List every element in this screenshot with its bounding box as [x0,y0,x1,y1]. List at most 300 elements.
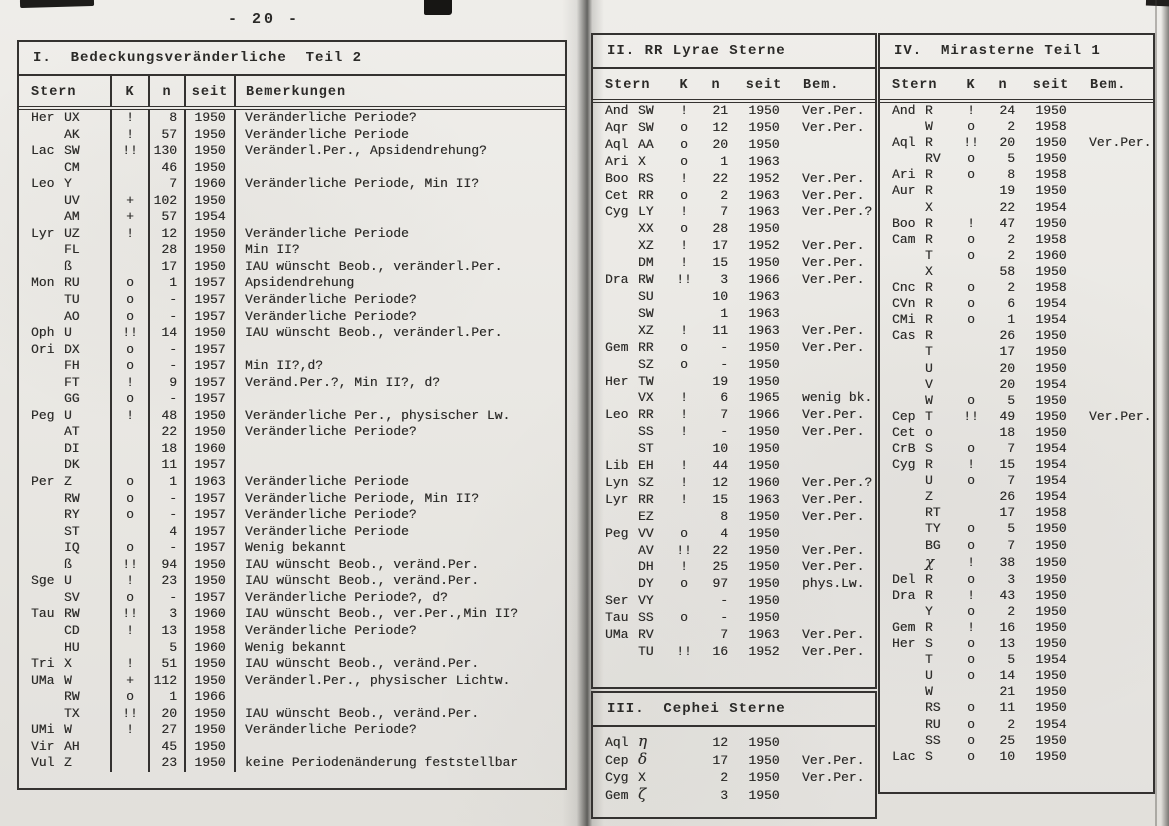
cell-bemerkung [1080,733,1153,749]
cell-seit: 1957 [185,342,235,359]
cell-seit: 1954 [1035,652,1067,668]
cell-seit: 1954 [1035,199,1067,215]
cell-seit: 1960 [1035,247,1067,263]
cell-bemerkung [1080,377,1153,393]
cell-bemerkung [1080,538,1153,554]
cell-seit: 1950 [185,673,235,690]
cell-seit: 1950 [1035,103,1067,118]
cell-n: 17 [149,259,185,276]
constellation-label: Cyg [605,770,629,785]
cell-n: 19 [999,183,1015,199]
table-title: II. RR Lyrae Sterne [593,35,875,69]
cell-n: 8 [1007,167,1015,183]
cell-bemerkung: Apsidendrehung [235,275,565,292]
cell-bemerkung [1080,652,1153,668]
cell-stern [19,623,111,640]
cell-n: 2 [1007,280,1015,296]
cell-n: 12 [712,119,728,135]
cell-n: 3 [720,787,728,803]
cell-k: ! [967,103,975,118]
star-designation: RR [638,491,654,507]
column-header-seit: seit [185,76,235,108]
cell-n: 2 [1007,247,1015,263]
cell-seit: 1950 [748,119,780,135]
cell-n: 7 [720,627,728,643]
table-row [880,167,1153,183]
cell-stern [593,492,671,509]
star-designation: TU [638,644,654,659]
cell-k: !! [676,542,692,558]
cell-k: o [111,275,149,292]
cell-n: 20 [999,360,1015,376]
cell-n: 10 [999,748,1015,764]
cell-bemerkung [1080,668,1153,684]
table-row [19,209,565,226]
constellation-label: Boo [892,215,916,231]
constellation-label: Per [31,474,55,490]
cell-bemerkung [793,137,875,154]
star-designation: RU [64,275,80,291]
cell-k: !! [111,706,149,723]
cell-k: o [967,748,975,764]
cell-bemerkung [1080,232,1153,248]
cell-bemerkung [1080,489,1153,505]
table-row [593,769,875,786]
table-row [593,543,875,560]
cell-n: 48 [149,408,185,425]
cell-stern [880,151,958,167]
cell-stern [593,357,671,374]
cell-stern [593,289,671,306]
cell-seit: 1950 [1035,603,1067,619]
cell-seit: 1950 [185,127,235,144]
cell-bemerkung [1080,700,1153,716]
cell-k: o [111,474,149,491]
cell-stern [19,540,111,557]
star-designation: DM [638,255,654,271]
table-row [593,272,875,289]
cell-n: 25 [712,559,728,575]
star-designation: DX [64,341,80,357]
table-row [880,554,1153,572]
cell-k [958,377,984,393]
cell-seit: 1950 [1035,183,1067,199]
star-designation: U [64,325,72,341]
cell-stern [19,689,111,706]
cell-seit: 1957 [185,590,235,607]
cell-stern [19,292,111,309]
cell-bemerkung: keine Periodenänderung feststellbar [235,755,565,772]
cell-bemerkung [1080,280,1153,296]
cell-k: o [680,525,688,541]
cell-k [958,489,984,505]
table-row [880,604,1153,620]
star-designation: δ [638,751,648,768]
cell-n: 11 [999,700,1015,716]
table-row [880,733,1153,749]
star-designation: U [64,573,72,589]
cell-seit: 1950 [1035,732,1067,748]
cell-bemerkung: Veränderliche Periode? [235,292,565,309]
constellation-label: Oph [31,325,55,341]
cell-n: - [720,593,728,609]
table-row [880,280,1153,296]
cell-stern [593,340,671,357]
table-row [593,238,875,255]
cell-stern [880,554,958,572]
star-designation: R [925,215,933,231]
table-row [19,160,565,177]
cell-bemerkung: Wenig bekannt [235,540,565,557]
cell-seit: 1957 [185,524,235,541]
cell-k [111,242,149,259]
cell-n: 4 [720,525,728,541]
star-designation: X [638,770,646,785]
cell-n: 97 [712,576,728,592]
cell-n: 15 [712,491,728,507]
constellation-label: Ari [605,153,629,169]
constellation-label: Tau [605,610,629,626]
column-header-bem: Bem. [1080,69,1153,101]
cell-n: 7 [1007,537,1015,553]
cell-bemerkung: Veränd.Per.?, Min II?, d? [235,375,565,392]
cell-stern [593,610,671,627]
cell-bemerkung [235,457,565,474]
table-title: I. Bedeckungsveränderliche Teil 2 [19,42,565,76]
cell-stern [593,120,671,137]
cell-seit: 1954 [1035,489,1067,505]
constellation-label: Her [605,373,629,389]
cell-bemerkung [1080,588,1153,604]
cell-bemerkung: Min II? [235,242,565,259]
cell-n: 46 [149,160,185,177]
table-row [593,786,875,804]
constellation-label: Cep [605,753,629,768]
star-designation: UV [64,192,80,208]
cell-k: o [967,440,975,456]
cell-n: 57 [149,127,185,144]
constellation-label: Tri [31,656,55,672]
cell-k: + [111,673,149,690]
cell-seit: 1950 [1035,328,1067,344]
star-designation: LY [638,204,654,220]
constellation-label: Peg [605,525,629,541]
cell-stern [19,507,111,524]
cell-bemerkung [1080,505,1153,521]
column-header-k: K [958,69,984,101]
constellation-label: Peg [31,407,55,423]
cell-bemerkung: IAU wünscht Beob., veränd.Per. [235,656,565,673]
cell-seit: 1963 [185,474,235,491]
cell-bemerkung [1080,393,1153,409]
cell-seit: 1954 [1035,376,1067,392]
cell-n: 3 [720,272,728,288]
table-row [19,540,565,557]
cell-stern [880,393,958,409]
cell-n: 1 [149,474,185,491]
cell-k: o [967,247,975,263]
cell-stern [880,620,958,636]
column-header-seit: seit [735,69,793,101]
cell-n: 5 [149,640,185,657]
cell-k: ! [967,457,975,473]
cell-bemerkung: Ver.Per. [802,187,865,203]
cell-stern [880,425,958,441]
cell-bemerkung: phys.Lw. [802,576,865,592]
cell-stern [19,408,111,425]
cell-k: ! [967,620,975,635]
cell-k: ! [967,587,975,603]
column-header-bemerkungen: Bemerkungen [235,76,565,108]
table-bedeckungsveraenderliche [17,40,567,790]
table-row [880,538,1153,554]
cell-bemerkung: Veränderliche Periode? [235,722,565,739]
star-designation: EZ [638,508,654,524]
cell-stern [593,733,671,751]
table-row [593,526,875,543]
cell-n: 23 [149,573,185,590]
cell-seit: 1950 [748,752,780,768]
table-row [593,204,875,221]
cell-k: o [680,119,688,135]
cell-bemerkung [235,193,565,210]
table-row [593,441,875,458]
star-designation: SS [638,610,654,626]
cell-k: o [967,151,975,167]
star-designation: DI [64,440,80,456]
cell-k: o [680,153,688,169]
table-row [880,717,1153,733]
column-header-k: K [671,69,697,101]
cell-k: ! [111,108,149,127]
star-designation: RV [638,627,654,643]
cell-n: 27 [149,722,185,739]
cell-stern [593,769,671,786]
cell-n: 7 [1007,473,1015,489]
cell-bemerkung [793,221,875,238]
cell-bemerkung: Ver.Per. [802,542,865,558]
cell-stern [880,183,958,199]
cell-k: o [680,610,688,626]
star-designation: Z [64,755,72,771]
constellation-label: Cyg [892,457,916,473]
star-designation: ß [64,258,72,274]
table-row [19,108,565,127]
star-designation: R [925,457,933,473]
cell-bemerkung [793,374,875,391]
cell-bemerkung: Ver.Per. [802,119,865,135]
cell-k [671,751,697,769]
cell-k: ! [680,491,688,507]
cell-n: 58 [999,263,1015,279]
star-designation: TY [925,521,941,537]
table-row [593,475,875,492]
cell-stern [880,216,958,232]
cell-seit: 1950 [1035,360,1067,376]
cell-k: o [967,392,975,408]
cell-stern [880,684,958,700]
cell-n: 38 [999,554,1015,570]
star-designation: CD [64,622,80,638]
cell-n: 14 [999,668,1015,684]
star-designation: η [638,733,647,750]
cell-seit: 1958 [1035,231,1067,247]
cell-k [958,183,984,199]
constellation-label: Aql [892,135,916,151]
star-designation: XZ [638,322,654,338]
cell-seit: 1963 [748,204,780,220]
constellation-label: Cam [892,231,916,247]
cell-stern [880,232,958,248]
table-row [593,357,875,374]
cell-stern [593,101,671,120]
cell-stern [593,390,671,407]
cell-k: !! [111,143,149,160]
table-row [880,101,1153,119]
constellation-label: Sge [31,573,55,589]
cell-seit: 1966 [185,689,235,706]
cell-stern [19,590,111,607]
cell-bemerkung: IAU wünscht Beob., veränd.Per. [235,573,565,590]
cell-k: o [111,491,149,508]
constellation-label: Cet [892,424,916,440]
table-row [19,242,565,259]
cell-stern [19,342,111,359]
cell-seit: 1950 [748,610,780,626]
cell-stern [593,644,671,661]
cell-stern [19,176,111,193]
table-row [880,684,1153,700]
cell-k [111,755,149,772]
table-row [19,706,565,723]
table-row [593,576,875,593]
constellation-label: Cet [605,187,629,203]
cell-seit: 1957 [185,507,235,524]
table-row [19,689,565,706]
cell-bemerkung [793,357,875,374]
cell-k: o [967,732,975,748]
cell-bemerkung [793,526,875,543]
cell-k: ! [680,424,688,440]
star-designation: VX [638,390,654,406]
constellation-label: Ori [31,341,55,357]
cell-seit: 1957 [185,391,235,408]
cell-n: 1 [1007,312,1015,328]
table-row [880,232,1153,248]
cell-stern [880,538,958,554]
constellation-label: Dra [892,587,916,603]
cell-seit: 1950 [748,576,780,592]
cell-k: ! [680,474,688,490]
star-designation: AM [64,209,80,225]
cell-n: 21 [712,103,728,118]
cell-k: o [967,716,975,732]
constellation-label: Aql [605,735,629,750]
page-number: - 20 - [228,11,301,28]
cell-seit: 1958 [1035,119,1067,135]
cell-stern [19,739,111,756]
cell-stern [880,733,958,749]
cell-bemerkung: Veränderliche Periode? [235,108,565,127]
table-title: IV. Mirasterne Teil 1 [880,35,1153,69]
table-row [880,200,1153,216]
cell-stern [880,344,958,360]
cell-seit: 1950 [748,441,780,457]
cell-seit: 1963 [748,627,780,643]
cell-seit: 1958 [1035,167,1067,183]
cell-n: 5 [1007,151,1015,167]
star-designation: U [925,473,933,489]
star-designation: DK [64,457,80,473]
cell-stern [880,361,958,377]
table-mirasterne [878,33,1155,794]
cell-k [671,786,697,804]
cell-stern [880,328,958,344]
cell-stern [19,457,111,474]
table-row [19,292,565,309]
cell-seit: 1957 [185,292,235,309]
cell-seit: 1950 [1035,748,1067,764]
cell-seit: 1950 [1035,408,1067,424]
star-designation: VY [638,593,654,609]
cell-bemerkung [1080,296,1153,312]
star-designation: CM [64,159,80,175]
table-row [880,505,1153,521]
cell-k: ! [680,559,688,575]
cell-bemerkung: Veränderliche Periode [235,226,565,243]
table-row [593,751,875,769]
cell-n: 17 [999,505,1015,521]
cell-seit: 1954 [1035,312,1067,328]
cell-k [671,733,697,751]
cell-stern [593,475,671,492]
cell-bemerkung [1080,328,1153,344]
cell-stern [880,264,958,280]
table-row [880,393,1153,409]
constellation-label: Cep [892,408,916,424]
cell-stern [593,188,671,205]
cell-stern [19,755,111,772]
table-row [880,409,1153,425]
cell-k: ! [111,408,149,425]
star-designation: VV [638,525,654,541]
scan-artifact [424,0,452,15]
cell-seit: 1950 [748,356,780,372]
table-row [593,458,875,475]
cell-seit: 1954 [1035,296,1067,312]
table-row [19,391,565,408]
cell-k [958,684,984,700]
cell-seit: 1952 [748,644,780,659]
cell-k: ! [111,127,149,144]
cell-stern [880,588,958,604]
cell-k: ! [680,407,688,423]
table-row [19,640,565,657]
cell-seit: 1950 [1035,151,1067,167]
star-designation: R [925,620,933,635]
cell-stern [593,323,671,340]
table-row [593,733,875,751]
cell-bemerkung [793,154,875,171]
cell-n: 2 [720,187,728,203]
cell-bemerkung [235,342,565,359]
star-designation: Y [64,176,72,192]
constellation-label: Her [31,110,55,125]
cell-n: 23 [149,755,185,772]
cell-n: 2 [1007,603,1015,619]
cell-n: 10 [712,288,728,304]
cell-bemerkung [1080,441,1153,457]
